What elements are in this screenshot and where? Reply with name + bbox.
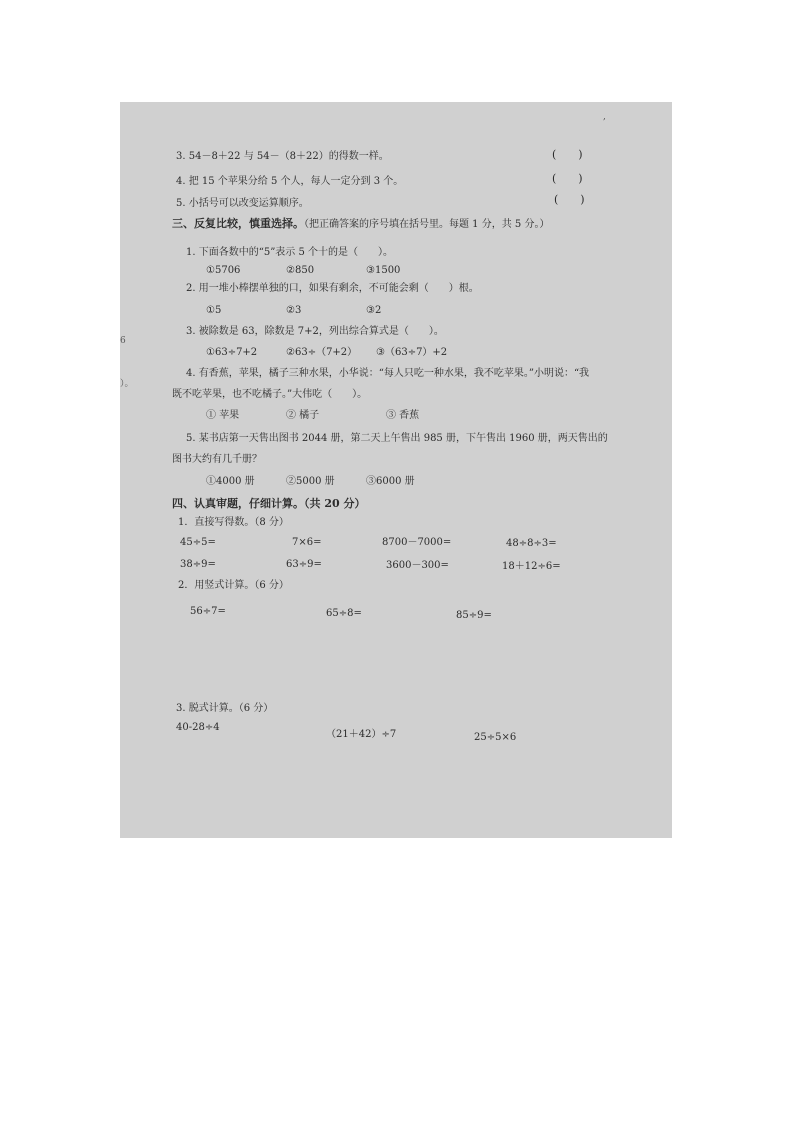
q2-option-3: ③2 [366,305,382,316]
vertical-calc-3: 85÷9= [456,610,492,621]
q5-option-1: ①4000 册 [206,476,255,487]
section-3-heading [172,218,549,231]
vertical-calc-1: 56÷7= [190,606,226,617]
q1-option-3: ③1500 [366,265,401,276]
q5-option-2: ②5000 册 [286,476,335,487]
section-3-note: （把正确答案的序号填在括号里。每题 1 分，共 5 分。） [304,219,550,230]
judge-question-4: 4. 把 15 个苹果分给 5 个人，每人一定分到 3 个。 [176,176,404,187]
section-4-title: 四、认真审题，仔细计算。（共 20 分） [172,497,366,510]
choice-question-5-line-1: 5. 某书店第一天售出图书 2044 册，第二天上午售出 985 册，下午售出 1960 册，两天售出的 [186,433,608,444]
mental-calc-r2c2: 63÷9= [286,559,322,570]
choice-question-5-line-2: 图书大约有几千册？ [172,454,262,465]
step-calc-2: （21＋42）÷7 [326,729,397,740]
part-2-title: 2．用竖式计算。（6 分） [178,580,289,591]
choice-question-4-line-2: 既不吃苹果，也不吃橘子。”大伟吃（ ）。 [172,389,368,400]
corner-mark: , [603,112,606,122]
q3-option-3: ③（63÷7）+2 [376,347,448,358]
mental-calc-r1c4: 48÷8÷3= [506,538,557,549]
mental-calc-r1c2: 7×6= [292,537,322,548]
mental-calc-r1c1: 45÷5= [180,537,216,548]
part-1-title: 1．直接写得数。（8 分） [178,517,289,528]
q5-option-3: ③6000 册 [366,476,415,487]
mental-calc-r1c3: 8700－7000= [382,537,452,548]
step-calc-1: 40-28÷4 [176,722,220,733]
vertical-calc-2: 65÷8= [326,608,362,619]
mental-calc-r2c1: 38÷9= [180,559,216,570]
mental-calc-r2c4: 18＋12÷6= [502,561,561,572]
mental-calc-r2c3: 3600－300= [386,560,449,571]
margin-mark-bottom: ）。 [120,379,134,389]
answer-bracket-2: ( ) [552,172,583,185]
choice-question-1: 1. 下面各数中的“5”表示 5 个十的是（ ）。 [186,247,394,258]
judge-question-5: 5. 小括号可以改变运算顺序。 [176,198,309,209]
margin-mark-top: 6 [120,336,126,346]
q1-option-2: ②850 [286,265,315,276]
q4-option-3: ③ 香蕉 [386,410,420,421]
part-3-title: 3. 脱式计算。（6 分） [176,703,274,714]
q1-option-1: ①5706 [206,265,241,276]
q3-option-1: ①63÷7+2 [206,347,258,358]
choice-question-4-line-1: 4. 有香蕉，苹果，橘子三种水果，小华说：“每人只吃一种水果，我不吃苹果。”小明说：“我 [186,368,590,379]
step-calc-3: 25÷5×6 [474,732,517,743]
judge-question-3: 3. 54－8＋22 与 54－（8＋22）的得数一样。 [176,151,389,162]
q2-option-2: ②3 [286,305,302,316]
q2-option-1: ①5 [206,305,222,316]
scanned-worksheet-photo [120,102,672,838]
q4-option-2: ② 橘子 [286,410,320,421]
choice-question-2: 2. 用一堆小棒摆单独的口，如果有剩余，不可能会剩（ ）根。 [186,283,479,294]
q3-option-2: ②63÷（7+2） [286,347,358,358]
choice-question-3: 3. 被除数是 63，除数是 7+2，列出综合算式是（ ）。 [186,326,444,337]
section-3-title: 三、反复比较，慎重选择。 [172,217,304,230]
answer-bracket-1: ( ) [552,148,583,161]
q4-option-1: ① 苹果 [206,410,240,421]
answer-bracket-3: ( ) [554,193,585,206]
